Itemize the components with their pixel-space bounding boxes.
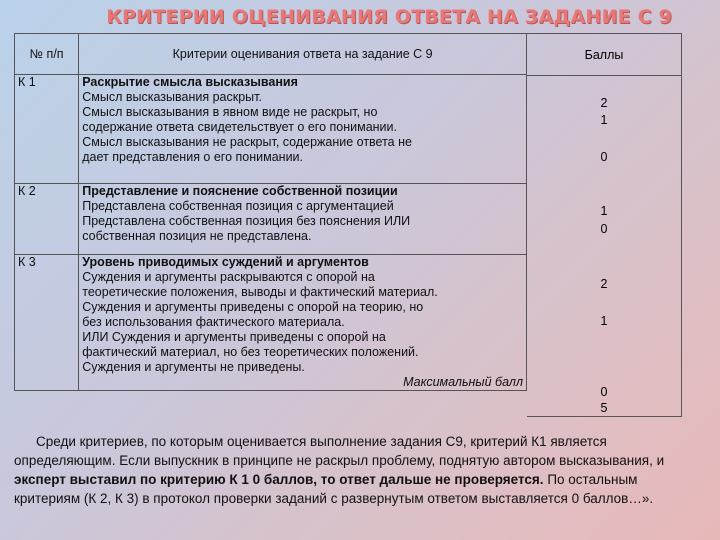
criterion-line: дает представления о его понимании.: [82, 150, 304, 164]
score-value: 1: [600, 204, 608, 218]
header-scores: Баллы: [527, 34, 681, 76]
criteria-table: [14, 33, 527, 391]
header-criteria: Критерии оценивания ответа на задание С 9: [79, 34, 527, 75]
criterion-title: Представление и пояснение собственной позиции: [82, 184, 398, 198]
criterion-code-k1: [15, 75, 79, 184]
criterion-code-k3: [15, 255, 79, 391]
score-value: 0: [600, 385, 608, 399]
criterion-line: Суждения и аргументы не приведены.: [82, 360, 305, 374]
criterion-line: Смысл высказывания в явном виде не раскрыт, но: [82, 105, 378, 119]
criterion-line: без использования фактического материала.: [82, 315, 345, 329]
criterion-line: ИЛИ Суждения и аргументы приведены с опорой на: [82, 330, 386, 344]
table-row-k2: [15, 184, 527, 255]
criterion-title: Раскрытие смысла высказывания: [82, 75, 298, 89]
table-header-row: [15, 34, 527, 75]
table-row-k3: [15, 255, 527, 391]
score-value: 0: [600, 150, 608, 164]
criterion-code-k2: [15, 184, 79, 255]
score-value: 1: [600, 113, 608, 127]
criterion-line: фактический материал, но без теоретических положений.: [82, 345, 419, 359]
criterion-line: теоретические положения, выводы и фактический материал.: [82, 285, 438, 299]
scores-column: [527, 33, 682, 417]
code-label: К 1: [18, 75, 36, 89]
criterion-line: Представлена собственная позиция без пояснения ИЛИ: [82, 214, 411, 228]
criterion-line: содержание ответа свидетельствует о его понимании.: [82, 120, 397, 134]
criterion-line: собственная позиция не представлена.: [82, 229, 312, 243]
score-value: 1: [600, 314, 608, 328]
code-label: К 2: [18, 184, 36, 198]
criterion-k1-text: [79, 75, 527, 184]
criterion-line: Смысл высказывания раскрыт.: [82, 90, 262, 104]
score-value: 0: [600, 222, 608, 236]
footnote-bold: эксперт выставил по критерию К 1 0 баллов, то ответ дальше не проверяется.: [14, 472, 544, 487]
footnote-paragraph: [14, 432, 704, 508]
page-title: КРИТЕРИИ ОЦЕНИВАНИЯ ОТВЕТА НА ЗАДАНИЕ С 9: [106, 6, 672, 28]
header-number: № п/п: [15, 34, 79, 75]
criterion-line: Суждения и аргументы приведены с опорой на теорию, но: [82, 300, 424, 314]
score-value: 2: [600, 277, 608, 291]
footnote-text-end: По остальным критериям (К 2, К 3) в протокол проверки заданий с развернутым ответом выставляется 0 баллов…».: [14, 472, 654, 506]
criterion-k3-text: [79, 255, 527, 391]
code-label: К 3: [18, 255, 36, 269]
criterion-line: Представлена собственная позиция с аргументацией: [82, 199, 394, 213]
criterion-line: Смысл высказывания не раскрыт, содержание ответа не: [82, 135, 412, 149]
max-score-label: Максимальный балл: [403, 375, 523, 389]
footnote-text: Среди критериев, по которым оценивается выполнение задания С9, критерий К1 является определяющим. Если выпускник в принципе не раскрыл проблему, поднятую автором высказывания, и: [14, 434, 665, 468]
score-value: 2: [600, 96, 608, 110]
criterion-line: Суждения и аргументы раскрываются с опорой на: [82, 270, 375, 284]
score-value max-score: 5: [600, 401, 608, 415]
criterion-k2-text: [79, 184, 527, 255]
table-row-k1: [15, 75, 527, 184]
criterion-title: Уровень приводимых суждений и аргументов: [82, 255, 369, 269]
